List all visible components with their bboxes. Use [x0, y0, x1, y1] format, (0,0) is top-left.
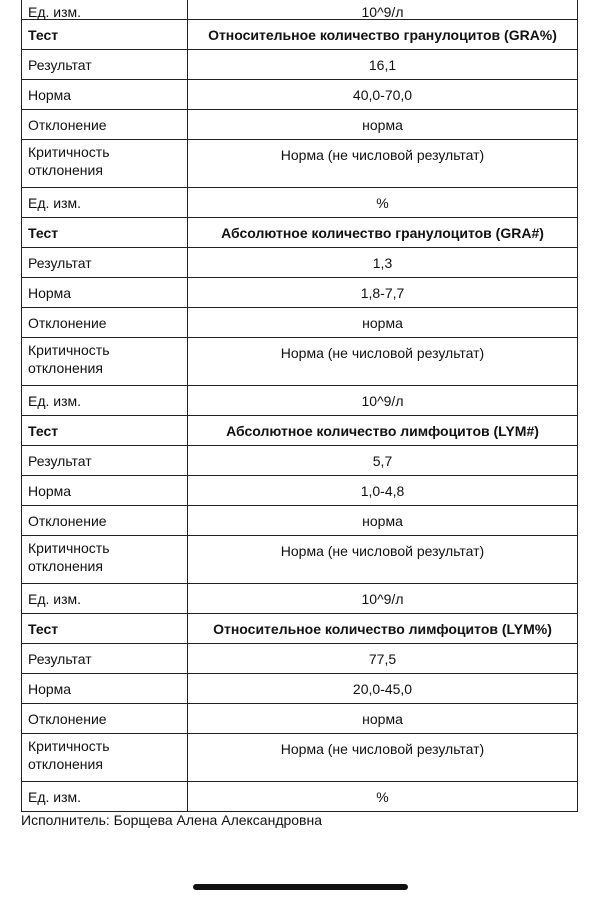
- norm-label: Норма: [22, 80, 188, 110]
- unit-label: Ед. изм.: [22, 782, 188, 812]
- result-value: 1,3: [188, 248, 578, 278]
- unit-row: [22, 782, 578, 812]
- deviation-label: Отклонение: [22, 506, 188, 536]
- result-value: 77,5: [188, 644, 578, 674]
- row-value: 10^9/л: [188, 0, 578, 20]
- criticality-row: [22, 536, 578, 584]
- criticality-label: Критичность отклонения: [22, 338, 188, 386]
- deviation-row: [22, 308, 578, 338]
- lab-results-sheet: [21, 0, 578, 812]
- result-value: 16,1: [188, 50, 578, 80]
- norm-row: [22, 674, 578, 704]
- criticality-value: Норма (не числовой результат): [188, 338, 578, 386]
- criticality-label: Критичность отклонения: [22, 734, 188, 782]
- criticality-value: Норма (не числовой результат): [188, 734, 578, 782]
- deviation-value: норма: [188, 506, 578, 536]
- deviation-row: [22, 506, 578, 536]
- unit-value: %: [188, 188, 578, 218]
- test-name: Относительное количество гранулоцитов (GRA%): [188, 20, 578, 50]
- result-label: Результат: [22, 446, 188, 476]
- deviation-value: норма: [188, 110, 578, 140]
- criticality-label: Критичность отклонения: [22, 140, 188, 188]
- criticality-label: Критичность отклонения: [22, 536, 188, 584]
- criticality-row: [22, 140, 578, 188]
- result-row: [22, 644, 578, 674]
- criticality-value: Норма (не числовой результат): [188, 536, 578, 584]
- test-label: Тест: [22, 614, 188, 644]
- unit-row: [22, 188, 578, 218]
- norm-value: 1,0-4,8: [188, 476, 578, 506]
- deviation-value: норма: [188, 704, 578, 734]
- test-header-row: [22, 416, 578, 446]
- norm-label: Норма: [22, 278, 188, 308]
- unit-value: 10^9/л: [188, 386, 578, 416]
- unit-label: Ед. изм.: [22, 584, 188, 614]
- unit-row: [22, 584, 578, 614]
- unit-row: [22, 386, 578, 416]
- previous-unit-row: [22, 0, 578, 20]
- deviation-label: Отклонение: [22, 308, 188, 338]
- unit-value: 10^9/л: [188, 584, 578, 614]
- test-label: Тест: [22, 20, 188, 50]
- criticality-row: [22, 734, 578, 782]
- result-value: 5,7: [188, 446, 578, 476]
- test-header-row: [22, 614, 578, 644]
- norm-label: Норма: [22, 476, 188, 506]
- performer-line: Исполнитель: Борщева Алена Александровна: [21, 812, 323, 828]
- test-header-row: [22, 218, 578, 248]
- norm-label: Норма: [22, 674, 188, 704]
- norm-row: [22, 80, 578, 110]
- result-row: [22, 446, 578, 476]
- norm-value: 20,0-45,0: [188, 674, 578, 704]
- unit-label: Ед. изм.: [22, 386, 188, 416]
- criticality-value: Норма (не числовой результат): [188, 140, 578, 188]
- result-row: [22, 50, 578, 80]
- lab-results-table: [21, 0, 578, 812]
- unit-label: Ед. изм.: [22, 188, 188, 218]
- norm-value: 1,8-7,7: [188, 278, 578, 308]
- norm-row: [22, 476, 578, 506]
- test-name: Абсолютное количество гранулоцитов (GRA#): [188, 218, 578, 248]
- norm-value: 40,0-70,0: [188, 80, 578, 110]
- unit-value: %: [188, 782, 578, 812]
- test-name: Абсолютное количество лимфоцитов (LYM#): [188, 416, 578, 446]
- deviation-row: [22, 704, 578, 734]
- test-label: Тест: [22, 218, 188, 248]
- deviation-value: норма: [188, 308, 578, 338]
- deviation-label: Отклонение: [22, 704, 188, 734]
- deviation-label: Отклонение: [22, 110, 188, 140]
- test-label: Тест: [22, 416, 188, 446]
- result-label: Результат: [22, 50, 188, 80]
- home-indicator[interactable]: [193, 884, 408, 890]
- criticality-row: [22, 338, 578, 386]
- result-row: [22, 248, 578, 278]
- deviation-row: [22, 110, 578, 140]
- result-label: Результат: [22, 248, 188, 278]
- norm-row: [22, 278, 578, 308]
- result-label: Результат: [22, 644, 188, 674]
- row-label: Ед. изм.: [22, 0, 188, 20]
- test-name: Относительное количество лимфоцитов (LYM%): [188, 614, 578, 644]
- test-header-row: [22, 20, 578, 50]
